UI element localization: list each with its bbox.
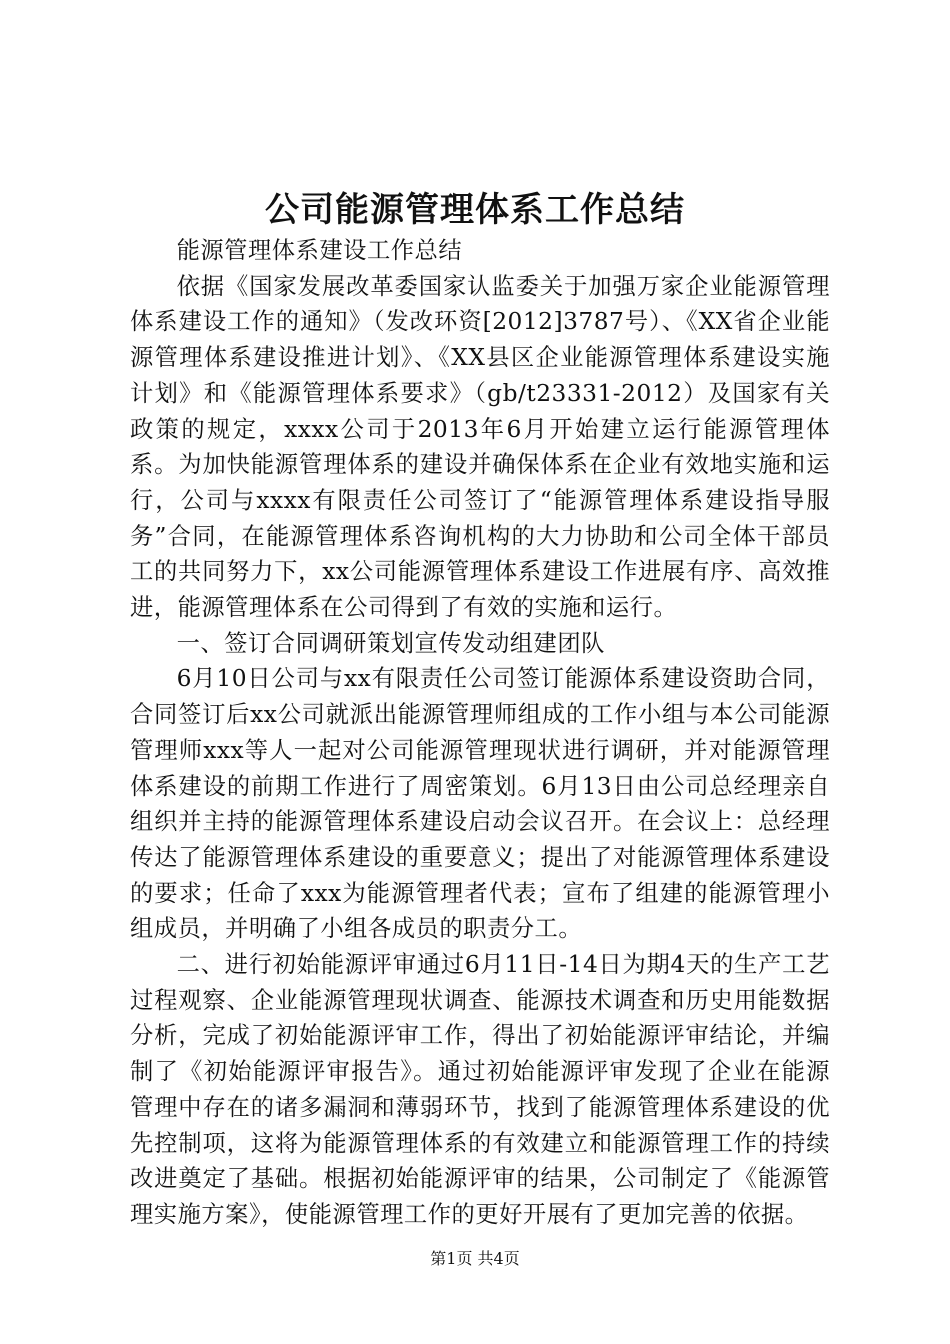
section-heading-1: 一、签订合同调研策划宣传发动组建团队 (176, 629, 605, 657)
page-number-footer: 第1页 共4页 (430, 1249, 520, 1268)
intro-paragraph: 依据《国家发展改革委国家认监委关于加强万家企业能源管理体系建设工作的通知》（发改环资[2012]3787号）、《XX省企业能源管理体系建设推进计划》、《XX县区企业能源管理体系建设实施计划》和《能源管理体系要求》（gb/t23331-2012）及国家有关政策的规定，xxxx公司于2013年6月开始建立运行能源管理体系。为加快能源管理体系的建设并确保体系在企业有效地实施和运行，公司与xxxx有限责任公司签订了“能源管理体系建设指导服务”合同，在能源管理体系咨询机构的大力协助和公司全体干部员工的共同努力下，xx公司能源管理体系建设工作进展有序、高效推进，能源管理体系在公司得到了有效的实施和运行。 (130, 272, 830, 622)
document-title: 公司能源管理体系工作总结 (265, 190, 685, 230)
section-2-paragraph: 二、进行初始能源评审通过6月11日-14日为期4天的生产工艺过程观察、企业能源管理现状调查、能源技术调查和历史用能数据分析，完成了初始能源评审工作，得出了初始能源评审结论，并编制了《初始能源评审报告》。通过初始能源评审发现了企业在能源管理中存在的诸多漏洞和薄弱环节，找到了能源管理体系建设的优先控制项，这将为能源管理体系的有效建立和能源管理工作的持续改进奠定了基础。根据初始能源评审的结果，公司制定了《能源管理实施方案》，使能源管理工作的更好开展有了更加完善的依据。 (130, 951, 830, 1228)
document-body (130, 233, 830, 1233)
subtitle-paragraph: 能源管理体系建设工作总结 (176, 237, 463, 264)
section-1-paragraph: 6月10日公司与xx有限责任公司签订能源体系建设资助合同，合同签订后xx公司就派出能源管理师组成的工作小组与本公司能源管理师xxx等人一起对公司能源管理现状进行调研，并对能源管理体系建设的前期工作进行了周密策划。6月13日由公司总经理亲自组织并主持的能源管理体系建设启动会议召开。在会议上：总经理传达了能源管理体系建设的重要意义；提出了对能源管理体系建设的要求；任命了xxx为能源管理者代表；宣布了组建的能源管理小组成员，并明确了小组各成员的职责分工。 (130, 665, 830, 943)
